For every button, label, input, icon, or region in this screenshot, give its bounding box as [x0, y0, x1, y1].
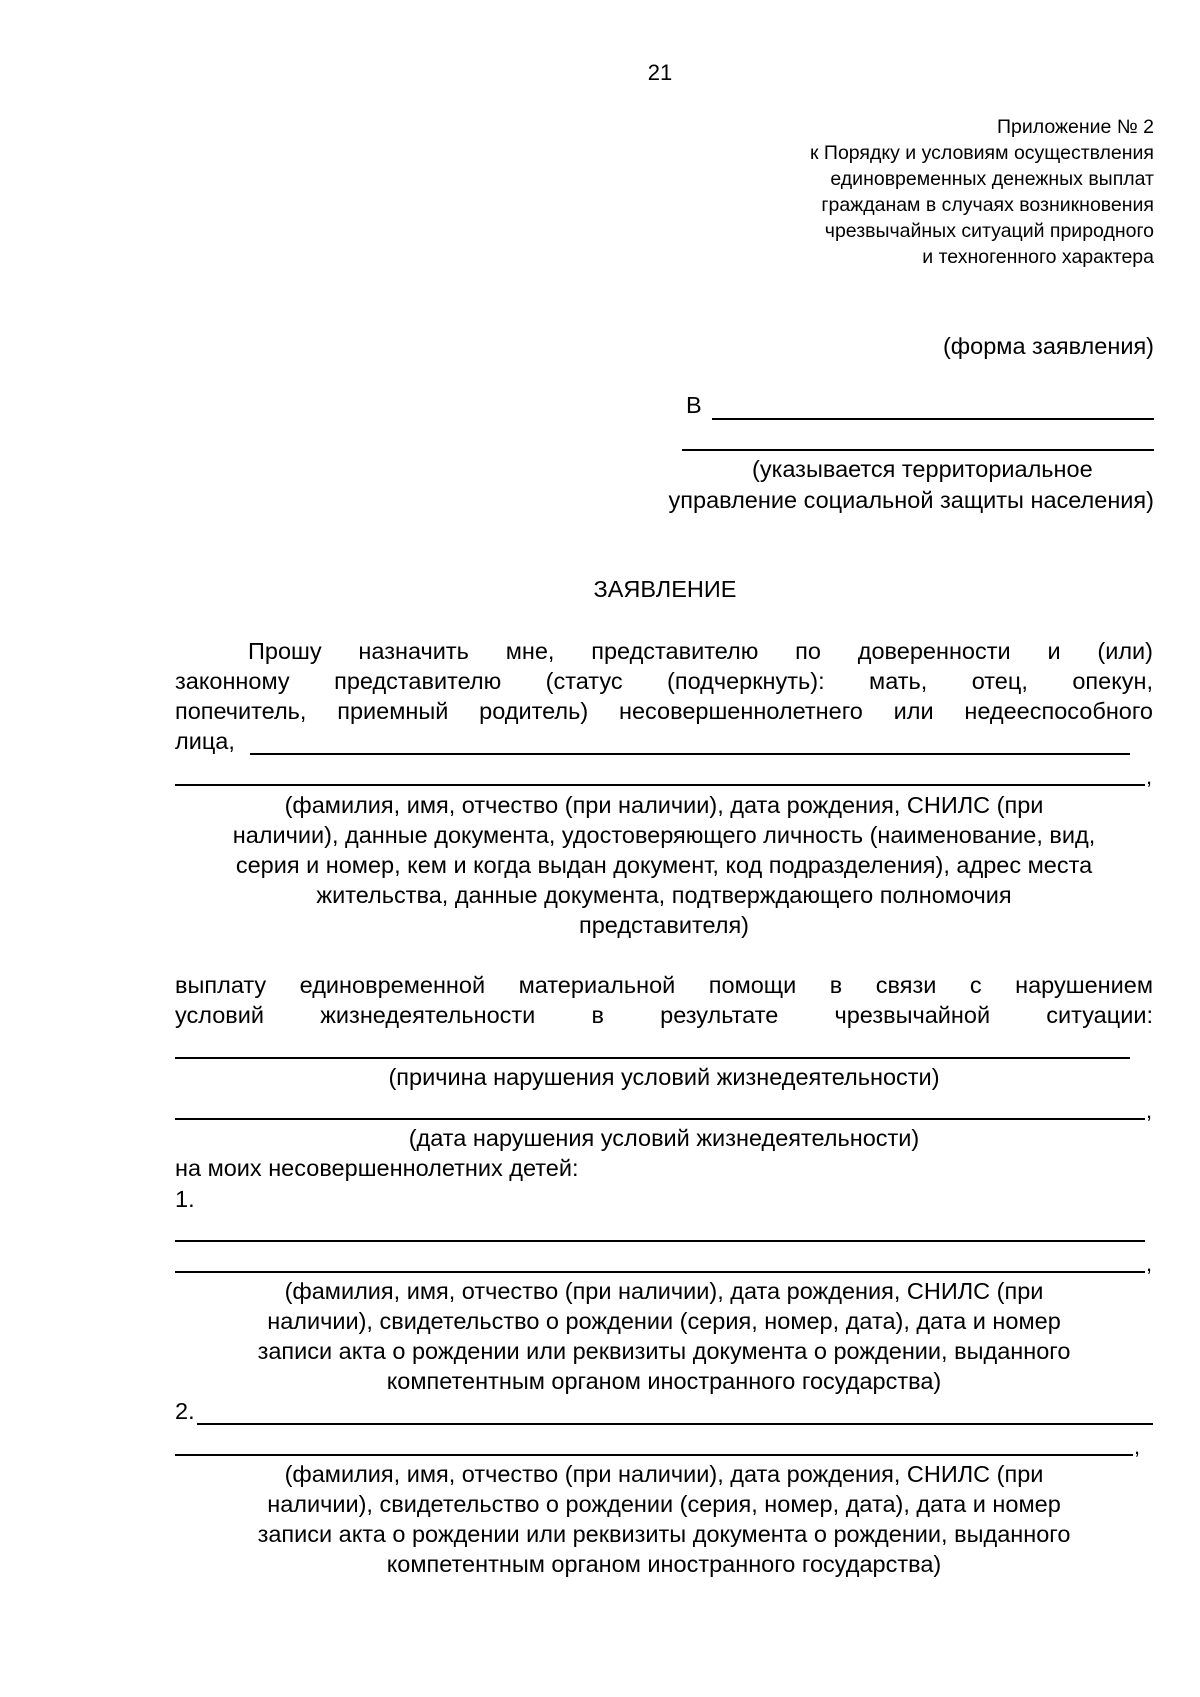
page-number: 21: [647, 60, 673, 85]
appendix-line: единовременных денежных выплат: [830, 168, 1154, 190]
comma: ,: [1146, 764, 1153, 789]
recipient-input-line-1[interactable]: [712, 418, 1154, 420]
child-2-number: 2.: [175, 1398, 195, 1424]
request-line-3: попечитель, приемный родитель) несовершеннолетнего или недееспособного: [175, 698, 1153, 724]
date-input-line[interactable]: [175, 1118, 1145, 1120]
reason-input-line[interactable]: [175, 1057, 1130, 1059]
appendix-line: и техногенного характера: [922, 246, 1154, 268]
appendix-line: гражданам в случаях возникновения: [821, 194, 1154, 216]
appendix-line: к Порядку и условиям осуществления: [809, 142, 1154, 164]
date-hint: (дата нарушения условий жизнедеятельности): [408, 1125, 920, 1151]
appendix-line: чрезвычайных ситуаций природного: [824, 220, 1154, 242]
child-2-input-line-2[interactable]: [175, 1454, 1133, 1456]
applicant-input-line-2[interactable]: [175, 784, 1145, 786]
applicant-hint-line: жительства, данные документа, подтверждающего полномочия: [316, 882, 1012, 908]
reason-hint: (причина нарушения условий жизнедеятельности): [388, 1064, 940, 1090]
child-1-hint-line: компетентным органом иностранного государства): [386, 1368, 942, 1394]
comma: ,: [1134, 1434, 1141, 1459]
request-line-2: законному представителю (статус (подчеркнуть): мать, отец, опекун,: [175, 668, 1153, 694]
child-1-hint-line: записи акта о рождении или реквизиты документа о рождении, выданного: [257, 1338, 1071, 1364]
child-1-hint-line: наличии), свидетельство о рождении (серия, номер, дата), дата и номер: [267, 1308, 1061, 1334]
form-label: (форма заявления): [942, 333, 1154, 359]
child-1-input-line-1[interactable]: [175, 1240, 1145, 1242]
applicant-input-line-1[interactable]: [250, 753, 1130, 755]
recipient-hint-1: (указывается территориальное: [752, 456, 1093, 482]
request-line-4: лица,: [175, 728, 235, 754]
child-2-hint-line: наличии), свидетельство о рождении (серия, номер, дата), дата и номер: [267, 1491, 1061, 1517]
child-1-number: 1.: [175, 1186, 195, 1212]
child-2-hint-line: записи акта о рождении или реквизиты документа о рождении, выданного: [257, 1521, 1071, 1547]
children-intro: на моих несовершеннолетних детей:: [175, 1155, 579, 1181]
recipient-hint-2: управление социальной защиты населения): [668, 487, 1154, 513]
appendix-line: Приложение № 2: [997, 116, 1154, 138]
payment-line-1: выплату единовременной материальной помощи в связи с нарушением: [175, 972, 1153, 998]
recipient-input-line-2[interactable]: [682, 449, 1154, 451]
recipient-prefix: В: [686, 392, 702, 418]
child-1-hint-line: (фамилия, имя, отчество (при наличии), дата рождения, СНИЛС (при: [284, 1278, 1044, 1304]
comma: ,: [1146, 1098, 1153, 1123]
child-2-hint-line: компетентным органом иностранного государства): [386, 1551, 942, 1577]
document-title: ЗАЯВЛЕНИЕ: [593, 576, 737, 602]
child-2-hint-line: (фамилия, имя, отчество (при наличии), дата рождения, СНИЛС (при: [284, 1461, 1044, 1487]
applicant-hint-line: серия и номер, кем и когда выдан документ, код подразделения), адрес места: [235, 852, 1093, 878]
applicant-hint-line: представителя): [578, 912, 750, 938]
payment-line-2: условий жизнедеятельности в результате чрезвычайной ситуации:: [175, 1002, 1153, 1028]
child-2-input-line-1[interactable]: [197, 1423, 1153, 1425]
child-1-input-line-2[interactable]: [175, 1271, 1145, 1273]
applicant-hint-line: (фамилия, имя, отчество (при наличии), дата рождения, СНИЛС (при: [284, 792, 1044, 818]
applicant-hint-line: наличии), данные документа, удостоверяющего личность (наименование, вид,: [232, 822, 1096, 848]
request-line-1: Прошу назначить мне, представителю по доверенности и (или): [248, 638, 1153, 664]
comma: ,: [1146, 1251, 1153, 1276]
